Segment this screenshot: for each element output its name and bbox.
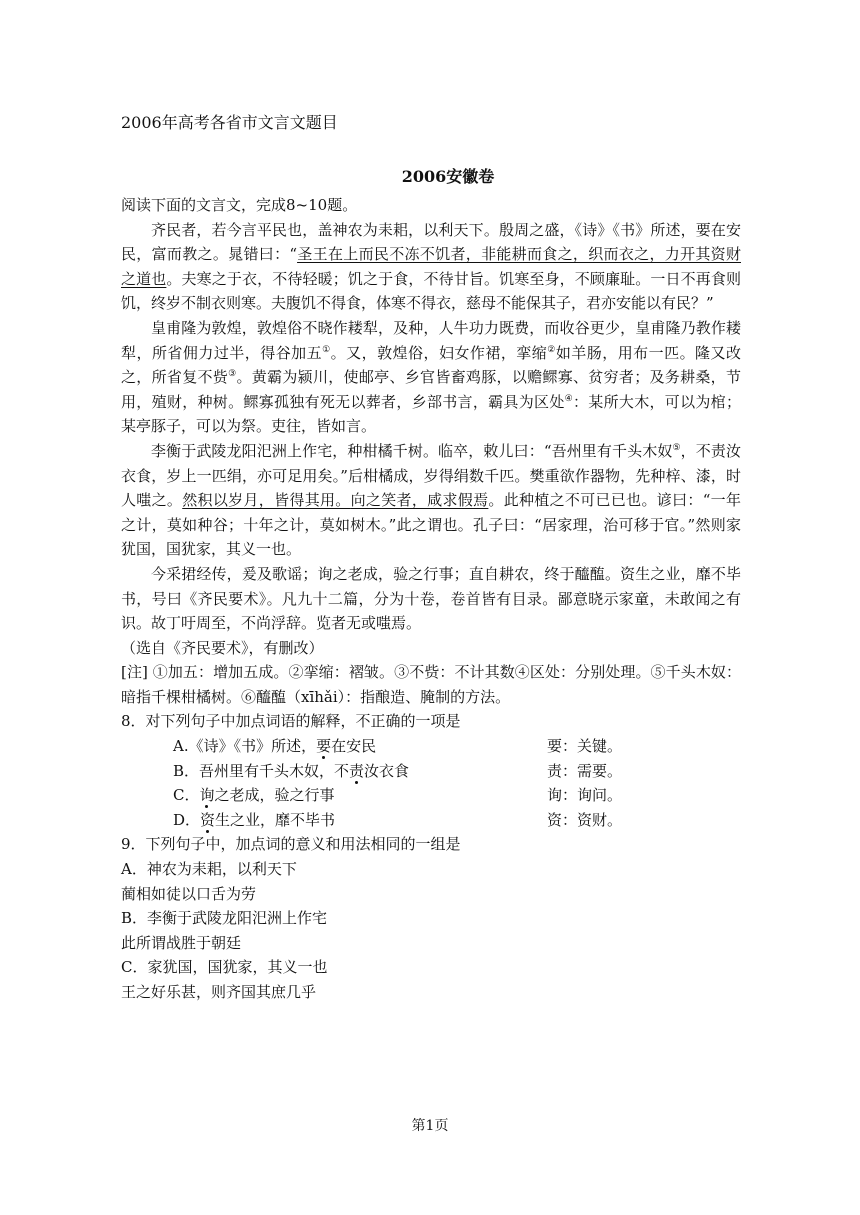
p3-underlined-2: 向之笑者，咸求假焉 bbox=[350, 491, 489, 510]
q9-option-c: C．家犹国，国犹家，其义一也 bbox=[121, 958, 328, 977]
dotted-word: 责 bbox=[349, 761, 365, 780]
p2-text-d: 。黄霸为颍川，使邮亭、乡官皆畜鸡豚，以赡鳏寡、贫穷者；及务耕桑，节用，殖财，种树。鳏寡孤独有死无以葬者，乡部书言，霸具为区处 bbox=[121, 368, 741, 411]
q8-option-a: A.《诗》《书》所述，要在安民 要：关键。 bbox=[173, 734, 741, 759]
p1-text-a: 齐民者，若今言平民也，盖神农为耒耜，以利天下。殷周之盛，《诗》《书》所述，要在安民，富而教之。晁错曰：“ bbox=[121, 220, 741, 264]
q8-option-d-answer: 资：资财。 bbox=[547, 810, 623, 829]
main-content bbox=[121, 193, 741, 1005]
p2-text-b: 。又，敦煌俗，妇女作裙，挛缩 bbox=[330, 343, 548, 362]
q8-option-c-answer: 询：询问。 bbox=[547, 786, 623, 805]
note-ref-2: ② bbox=[547, 344, 556, 355]
p3-text-b: ，不责汝衣食，岁上一匹绢，亦可足用矣。”后柑橘成，岁得绢数千匹。樊重欲作器物，先种梓、漆，时人嗤之。 bbox=[121, 441, 741, 510]
q8-option-c: C．询之老成，验之行事 询：询问。 bbox=[173, 783, 741, 808]
dotted-word: 要 bbox=[316, 737, 332, 756]
p2-text-a: 皇甫隆为敦煌，敦煌俗不晓作耧犁，及种，人牛功力既费，而收谷更少，皇甫隆乃教作耧犁，所省佣力过半，得谷加五 bbox=[121, 318, 741, 362]
dotted-word: 资 bbox=[200, 810, 216, 829]
p1-underlined: 圣王在上而民不冻不饥者，非能耕而食之，织而衣之，力开其资财之道也 bbox=[121, 245, 741, 288]
p3-text-a: 李衡于武陵龙阳汜洲上作宅，种柑橘千树。临卒，敕儿曰：“吾州里有千头木奴 bbox=[151, 441, 673, 460]
dotted-word: 询 bbox=[199, 786, 215, 805]
p3-text-c: 。此种植之不可已已也。谚曰：“一年之计，莫如种谷；十年之计，莫如树木。”此之谓也。孔子曰：“居家理，治可移于官。”然则家犹国，国犹家，其义一也。 bbox=[121, 491, 741, 559]
q8-option-b: B．吾州里有千头木奴，不责汝衣食 责：需要。 bbox=[173, 759, 741, 784]
q8-option-d: D．资生之业，靡不毕书 资：资财。 bbox=[173, 808, 741, 833]
instruction: 阅读下面的文言文，完成8~10题。 bbox=[121, 196, 358, 214]
page-number: 第1页 bbox=[411, 1118, 449, 1134]
p1-text-b: 。夫寒之于衣，不待轻暖；饥之于食，不待甘旨。饥寒至身，不顾廉耻。一日不再食则饥，终岁不制衣则寒。夫腹饥不得食，体寒不得衣，慈母不能保其子，君亦安能以有民？” bbox=[121, 269, 741, 313]
q9-option-b: B．李衡于武陵龙阳汜洲上作宅 bbox=[121, 909, 328, 928]
passage-paragraph-3 bbox=[121, 439, 741, 562]
q8-option-b-answer: 责：需要。 bbox=[547, 761, 623, 780]
annotation-notes: [注] ①加五：增加五成。②挛缩：褶皱。③不赀：不计其数④区处：分别处理。⑤千头木奴：暗指千棵柑橘树。⑥醯醢（xīhǎi）：指酿造、腌制的方法。 bbox=[121, 663, 741, 706]
passage-paragraph-2 bbox=[121, 316, 741, 439]
q9-option-c-second: 王之好乐甚，则齐国其庶几乎 bbox=[121, 983, 317, 1001]
p2-text-e: ：某所大木，可以为棺；某亭豚子，可以为祭。吏往，皆如言。 bbox=[121, 392, 741, 436]
q9-option-b-second: 此所谓战胜于朝廷 bbox=[121, 933, 242, 952]
source-citation: （选自《齐民要术》，有删改） bbox=[121, 638, 324, 657]
note-ref-3: ③ bbox=[228, 369, 237, 380]
note-ref-4: ④ bbox=[564, 393, 573, 404]
question-9-stem: 9．下列句子中，加点词的意义和用法相同的一组是 bbox=[121, 835, 461, 854]
passage-paragraph-4: 今采捃经传，爰及歌谣；询之老成，验之行事；直自耕农，终于醯醢。资生之业，靡不毕书，号曰《齐民要术》。凡九十二篇，分为十卷，卷首皆有目录。鄙意晓示家童，未敢闻之有识。故丁吁周至，不尚浮辞。览者无或嗤焉。 bbox=[121, 564, 741, 633]
p3-underlined-1: 然积以岁月，皆得其用。 bbox=[182, 491, 351, 510]
q9-option-a: A．神农为耒耜，以利天下 bbox=[121, 860, 297, 879]
passage-paragraph-1 bbox=[121, 218, 741, 316]
note-ref-1: ① bbox=[322, 344, 331, 355]
section-title: 2006安徽卷 bbox=[401, 167, 495, 186]
question-8-stem: 8．对下列句子中加点词语的解释，不正确的一项是 bbox=[121, 712, 461, 731]
q9-option-a-second: 蔺相如徒以口舌为劳 bbox=[121, 884, 257, 903]
q8-option-a-answer: 要：关键。 bbox=[547, 737, 623, 756]
note-ref-5: ⑤ bbox=[672, 442, 681, 453]
document-title: 2006年高考各省市文言文题目 bbox=[121, 113, 338, 132]
p2-text-c: 如羊肠，用布一匹。隆又改之，所省复不赀 bbox=[121, 343, 741, 387]
